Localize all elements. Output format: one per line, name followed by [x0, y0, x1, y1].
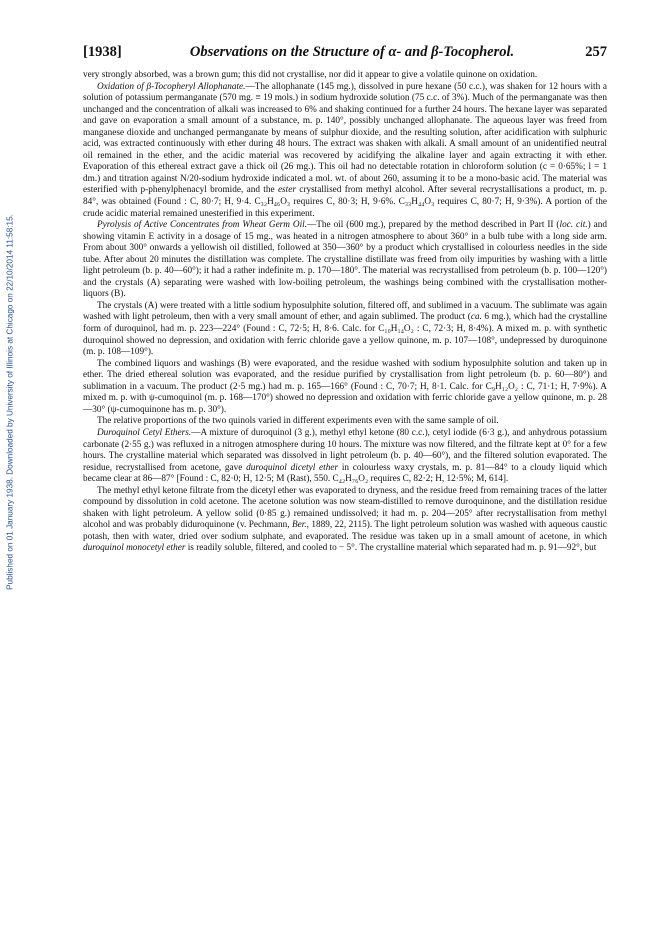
text-run: —The allophanate (145 mg.), dissolved in pure hexane (50 c.c.), was shaken for 12 hours with a solution of potassium permanganate (570 mg. ≡ 19 mols.) in sodium hydroxide solution (75 c.c. of 3%). Much of the permanganate was then unchanged and the concentration of alkali was increased to 6% and shaking continued for a further 24 hours. The hexane layer was separated and gave on evaporation a small amount of a substance, m. p. 140°, possibly unchanged allophanate. The aqueous layer was freed from manganese dioxide and unchanged permanganate by means of sulphur dioxide, and the resulting solution, after acidification with sulphuric acid, was extracted continuously with ether during 48 hours. The extract was shaken with alkali. A small amount of an unidentified neutral oil remained in the ether, and the acidic material was recovered by acidifying the alkaline layer and again extracting it with ether. Evaporation of this ethereal extract gave a thick oil (26 mg.). This oil had no detectable rotation in chloroform solution (c = 0·65%; l = 1 dm.) and titration against N/20-sodium hydroxide indicated a mol. wt. of about 260, assuming it to be a mono-basic acid. The material was esterified with p-phenylphenacyl bromide, and the	[83, 81, 607, 196]
italic-text-run: ca.	[470, 312, 482, 323]
page-number: 257	[585, 44, 607, 60]
italic-text-run: duroquinol monocetyl ether	[83, 543, 186, 554]
italic-text-run: ester	[277, 185, 296, 196]
body-paragraph	[83, 301, 607, 359]
italic-text-run: duroquinol dicetyl ether	[246, 462, 339, 473]
body-paragraph	[83, 416, 607, 428]
article-body	[83, 70, 607, 555]
text-run: The combined liquors and washings (B) were evaporated, and the residue washed with sodium hyposulphite solution and taken up in ether. The dried ethereal solution was evaporated, and the residue purified by crystallisation from light petroleum (b. p. 60—80°) and sublimation in a vacuum. The product (2·5 mg.) had m. p. 165—166° (Found : C, 70·7; H, 8·1. Calc. for C₉H₁₂O₂ : C, 71·1; H, 7·9%). A mixed m. p. with ψ-cumoquinol (m. p. 168—170°) showed no depression and oxidation with ferric chloride gave a yellow quinone, m. p. 28—30° (ψ-cumoquinone has m. p. 30°).	[83, 358, 607, 415]
text-run: crystallised from methyl alcohol. After several recrystallisations a product, m. p. 84°, was obtained (Found : C, 80·7; H, 9·4. C₃₂H₄₆O₃ requires C, 80·3; H, 9·6%. C₃₃H₄₄O₃ requires C, 80·7; H, 9·3%). A portion of the crude acidic material remained unesterified in this experiment.	[83, 185, 607, 219]
download-notice-sidebar	[1, 92, 19, 712]
text-run: The crystals (A) were treated with a little sodium hyposulphite solution, filtered off, and sublimed in a vacuum. The sublimate was again washed with light petroleum, then with a very small amount of ether, and again sublimed. The product (	[83, 300, 607, 323]
text-run: 6 mg.), which had the crystalline form of duroquinol, had m. p. 223—224° (Found : C, 72·5; H, 8·6. Calc. for C₁₀H₁₄O₂ : C, 72·3; H, 8·4%). A mixed m. p. with synthetic duroquinol showed no depression, and oxidation with ferric chloride gave a yellow quinone, m. p. 107—108°, undepressed by duroquinone (m. p. 108—109°).	[83, 312, 607, 358]
body-paragraph	[83, 359, 607, 417]
text-run: , 1889, 22, 2115). The light petroleum solution was washed with aqueous caustic potash, then with water, dried over sodium sulphate, and evaporated. The residue was taken up in a small amount of acetone, in which	[83, 520, 607, 542]
journal-page	[83, 44, 607, 555]
italic-text-run: Ber.	[292, 520, 307, 531]
text-run: ) and showing vitamin E activity in a dosage of 15 mg., was heated in a nitrogen atmosphere to about 360° in a bulb tube with a long side arm. From about 300° onwards a yellowish oil distilled, followed at 350—360° by a product which crystallised in colourless needles in the side tube. After about 20 minutes the distillation was complete. The crystalline distillate was freed from oily impurities by washing with a little light petroleum (b. p. 40—60°); it had a rather indefinite m. p. 170—180°. The material was recrystallised from petroleum (b. p. 100—120°) and the crystals (A) separating were washed with low-boiling petroleum, the washings being combined with the crystallisation mother-liquors (B).	[83, 220, 607, 300]
running-header	[83, 44, 607, 64]
text-run: very strongly absorbed, was a brown gum; this did not crystallise, nor did it appear to give a volatile quinone on oxidation.	[83, 70, 538, 80]
header-title: Observations on the Structure of α- and β-Tocopherol.	[189, 44, 515, 60]
text-run: The relative proportions of the two quinols varied in different experiments even with the same sample of oil.	[97, 416, 499, 427]
text-run: in colourless waxy crystals, m. p. 81—84° to a cloudy liquid which became clear at 86—87° [Found : C, 82·0; H, 12·5; M (Rast), 550. C₄₂H₇₆O₂ requires C, 82·2; H, 12·5%; M, 614].	[83, 462, 607, 485]
header-year: [1938]	[83, 44, 122, 60]
text-run: —The oil (600 mg.), prepared by the method described in Part II (	[307, 220, 560, 231]
download-notice-text: Published on 01 January 1938. Downloaded by University of Illinois at Chicago on 22/10/2014 11:58:15.	[5, 214, 15, 590]
body-paragraph	[83, 70, 607, 82]
italic-text-run: Oxidation of β-Tocopheryl Allophanate.	[97, 81, 246, 92]
body-paragraph	[83, 220, 607, 301]
body-paragraph	[83, 486, 607, 555]
body-paragraph	[83, 82, 607, 221]
text-run: is readily soluble, filtered, and cooled to − 5°. The crystalline material which separated had m. p. 91—92°, but	[185, 543, 597, 554]
italic-text-run: loc. cit.	[559, 220, 588, 231]
text-run: The methyl ethyl ketone filtrate from the dicetyl ether was evaporated to dryness, and the residue freed from remaining traces of the latter compound by dissolution in cold acetone. The acetone solution was now steam-distilled to remove duroquinone, and the distillation residue shaken with light petroleum. A yellow solid (0·85 g.) remained undissolved; it had m. p. 204—205° after recrystallisation from methyl alcohol and was probably diduroquinone (v. Pechmann,	[83, 485, 607, 531]
body-paragraph	[83, 428, 607, 486]
italic-text-run: Pyrolysis of Active Concentrates from Wheat Germ Oil.	[97, 220, 308, 231]
italic-text-run: Duroquinol Cetyl Ethers.	[97, 427, 192, 438]
text-run: —A mixture of duroquinol (3 g.), methyl ethyl ketone (80 c.c.), cetyl iodide (6·3 g.), and anhydrous potassium carbonate (2·55 g.) was refluxed in a nitrogen atmosphere during 10 hours. The mixture was now filtered, and the filtrate kept at 0° for a few hours. The crystalline material which separated was dissolved in light petroleum (b. p. 40—60°), and the filtered solution evaporated. The residue, recrystallised from acetone, gave	[83, 427, 608, 473]
